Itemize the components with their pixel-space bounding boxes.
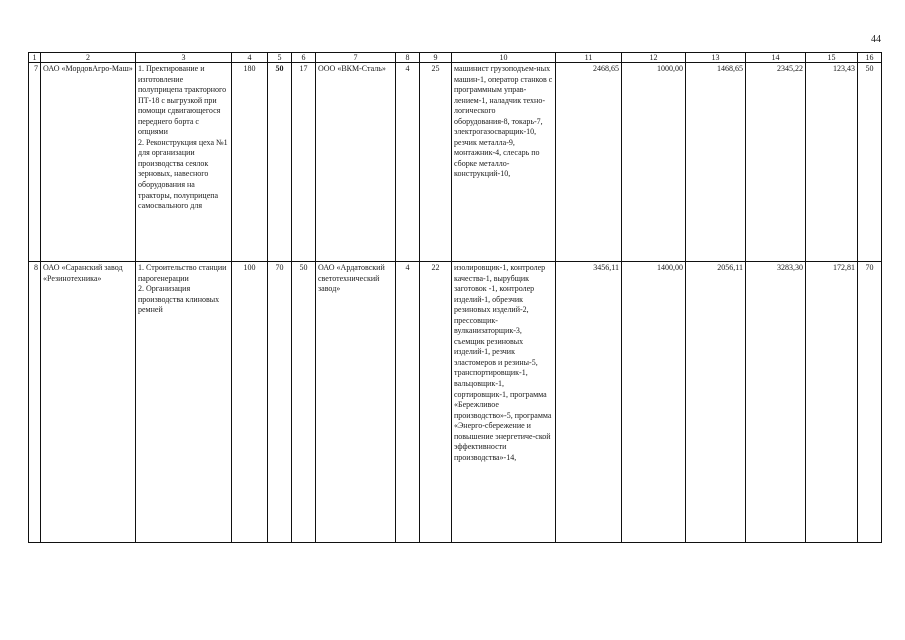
column-header: 2	[41, 53, 136, 63]
data-table	[28, 52, 882, 543]
column-header: 7	[316, 53, 396, 63]
column-header: 12	[622, 53, 686, 63]
value-cell: 4	[396, 262, 420, 543]
row-number: 7	[29, 63, 41, 262]
project-text: 1. Пректирование и изготовление полуприцепа тракторного ПТ-18 с выгрузкой при помощи сдвигающегося переднего борта с опциями 2. Реконструкция цеха №1 для организации производства сеялок зерновых, навесного оборудования на тракторы, полуприцепа самосвального для	[138, 64, 228, 211]
value-cell: 180	[232, 63, 268, 262]
table-row	[29, 262, 882, 543]
project-cell	[136, 63, 232, 262]
column-header: 10	[452, 53, 556, 63]
column-header: 8	[396, 53, 420, 63]
professions-cell: машинист грузоподъем-ных машин-1, оператор станков с программным управ-лением-1, наладчик техно-логического оборудования-8, токарь-7, электрогазосварщик-10, резчик металла-9, монтажник-4, слесарь по сборке металло-конструкций-10,	[452, 63, 556, 262]
project-text: 1. Строительство станции парогенерации 2. Организация производства клиновых ремней	[138, 263, 227, 315]
column-header: 4	[232, 53, 268, 63]
row-number: 8	[29, 262, 41, 543]
value-cell: 70	[268, 262, 292, 543]
amount-cell: 1400,00	[622, 262, 686, 543]
amount-cell: 2056,11	[686, 262, 746, 543]
project-cell	[136, 262, 232, 543]
value-cell: 70	[858, 262, 882, 543]
amount-cell: 123,43	[806, 63, 858, 262]
value-cell: 17	[292, 63, 316, 262]
column-header: 11	[556, 53, 622, 63]
amount-cell: 1468,65	[686, 63, 746, 262]
column-header: 5	[268, 53, 292, 63]
column-header: 6	[292, 53, 316, 63]
value-cell: 22	[420, 262, 452, 543]
amount-cell: 3456,11	[556, 262, 622, 543]
column-header: 13	[686, 53, 746, 63]
organization-cell: ОАО «МордовАгро-Маш»	[41, 63, 136, 262]
amount-cell: 3283,30	[746, 262, 806, 543]
partner-cell: ОАО «Ардатовский светотехнический завод»	[316, 262, 396, 543]
table-row	[29, 63, 882, 262]
column-header: 16	[858, 53, 882, 63]
professions-cell: изолировщик-1, контролер качества-1, вырубщик заготовок -1, контролер изделий-1, обрезчик резиновых изделий-2, прессовщик-вулканизаторщик-3, съемщик резиновых изделий-1, резчик эластомеров и резины-5, транспортировщик-1, вальцовщик-1, сортировщик-1, программа «Бережливое производство»-5, программа «Энерго-сбережение и повышение энергетиче-ской эффективности производства»-14,	[452, 262, 556, 543]
partner-cell: ООО «ВКМ-Сталь»	[316, 63, 396, 262]
column-header: 3	[136, 53, 232, 63]
amount-cell: 1000,00	[622, 63, 686, 262]
amount-cell: 172,81	[806, 262, 858, 543]
value-cell: 50	[268, 63, 292, 262]
column-header: 14	[746, 53, 806, 63]
column-header: 9	[420, 53, 452, 63]
amount-cell: 2468,65	[556, 63, 622, 262]
value-cell: 4	[396, 63, 420, 262]
column-header: 1	[29, 53, 41, 63]
organization-cell: ОАО «Саранский завод «Резинотехника»	[41, 262, 136, 543]
header-row	[29, 53, 882, 63]
value-cell: 50	[292, 262, 316, 543]
amount-cell: 2345,22	[746, 63, 806, 262]
value-cell: 25	[420, 63, 452, 262]
value-cell: 100	[232, 262, 268, 543]
value-cell: 50	[858, 63, 882, 262]
column-header: 15	[806, 53, 858, 63]
page-number: 44	[871, 34, 881, 45]
